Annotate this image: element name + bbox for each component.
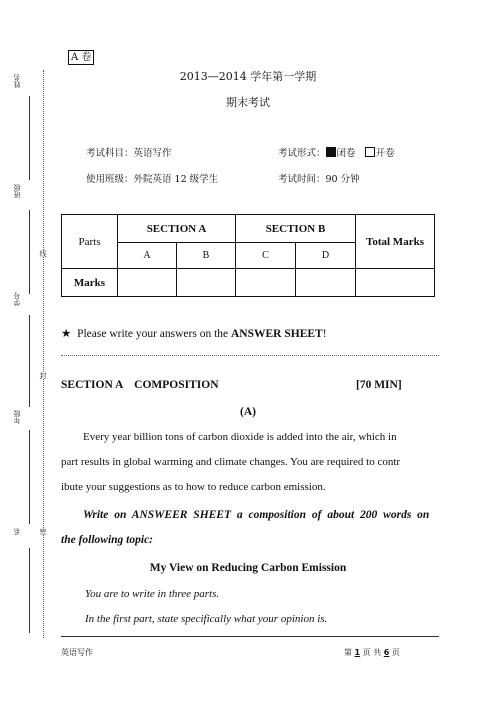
sub-part-c: C [236, 243, 296, 269]
class-info-label: 使用班级： [86, 174, 134, 185]
cut-word-secret: 密 [39, 528, 47, 535]
exam-term-title: 2013—2014 学年第一学期 [179, 70, 317, 83]
closed-book-label: 闭卷 [336, 148, 356, 159]
name-label: 姓名 [13, 74, 21, 88]
instruction-line: the following topic: [61, 534, 153, 546]
notice-end: ! [322, 328, 327, 340]
instruction-line: Write on ANSWEER SHEET a composition of about 200 words on [83, 509, 430, 521]
sub-part-d: D [296, 243, 356, 269]
time-row [278, 171, 360, 185]
page-prefix: 第 [344, 648, 352, 657]
subject-label: 考试科目： [86, 148, 134, 159]
sub-part-a: A [118, 243, 177, 269]
marks-cell-c[interactable] [236, 269, 296, 297]
sub-part-b: B [177, 243, 236, 269]
paper-version-badge: A 卷 [68, 50, 94, 65]
marks-cell-d[interactable] [296, 269, 356, 297]
subject-value: 英语写作 [133, 148, 172, 159]
open-book-checkbox-icon [365, 147, 375, 157]
marks-cell-total[interactable] [356, 269, 435, 297]
class-info-value: 外院英语 12 级学生 [133, 174, 219, 185]
page-mid: 页 共 [362, 648, 382, 657]
prompt-line: part results in global warming and climate changes. You are required to contr [61, 456, 401, 468]
sub-section-label: (A) [240, 406, 256, 418]
footer-subject: 英语写作 [61, 648, 93, 657]
star-icon: ★ [61, 328, 72, 340]
guideline-1: You are to write in three parts. [85, 588, 220, 600]
binding-dotted-line [43, 70, 44, 638]
section-b-header: SECTION B [236, 215, 356, 243]
footer-rule [61, 636, 439, 637]
guideline-2: In the first part, state specifically what your opinion is. [85, 613, 328, 625]
notice-emphasis: ANSWER SHEET [231, 328, 323, 340]
page-number: 1 [354, 648, 361, 657]
section-a-header: SECTION A [118, 215, 236, 243]
id-label: 学号 [13, 292, 21, 306]
cut-word-line: 线 [39, 250, 47, 257]
marks-cell-b[interactable] [177, 269, 236, 297]
total-marks-header: Total Marks [356, 215, 435, 269]
instruction-paragraph [61, 503, 430, 553]
time-value: 90 分钟 [325, 174, 360, 185]
exam-type-title: 期末考试 [226, 96, 270, 109]
parts-header: Parts [62, 215, 118, 269]
class-label: 班级 [13, 184, 21, 198]
closed-book-checkbox-icon [326, 147, 336, 157]
prompt-line: ibute your suggestions as to how to reduce carbon emission. [61, 481, 326, 493]
subject-row [86, 145, 172, 159]
prompt-line: Every year billion tons of carbon dioxide is added into the air, which in [83, 431, 397, 443]
marks-row-label: Marks [62, 269, 118, 297]
class-row [86, 171, 218, 185]
score-table [61, 214, 435, 297]
composition-topic: My View on Reducing Carbon Emission [149, 562, 347, 574]
page-suffix: 页 [391, 648, 400, 657]
notice-text: Please write your answers on the [77, 328, 229, 340]
separator-dotted-line [61, 355, 439, 356]
marks-cell-a[interactable] [118, 269, 177, 297]
exam-form-label: 考试形式： [278, 148, 326, 159]
open-book-label: 开卷 [375, 148, 395, 159]
class-underline [29, 210, 30, 294]
grade-label: 年级 [13, 410, 21, 424]
answer-sheet-notice [61, 326, 327, 340]
prompt-paragraph [61, 425, 421, 500]
time-label: 考试时间： [278, 174, 326, 185]
id-underline [29, 315, 30, 407]
exam-form-row [278, 145, 395, 159]
dept-label: 系 [13, 528, 21, 535]
dept-underline [29, 548, 30, 633]
section-heading: SECTION A COMPOSITION [61, 379, 219, 391]
cut-word-seal: 封 [39, 372, 47, 379]
page-total: 6 [383, 648, 390, 657]
page-indicator [344, 647, 400, 658]
grade-underline [29, 430, 30, 524]
section-minutes: [70 MIN] [356, 379, 402, 391]
